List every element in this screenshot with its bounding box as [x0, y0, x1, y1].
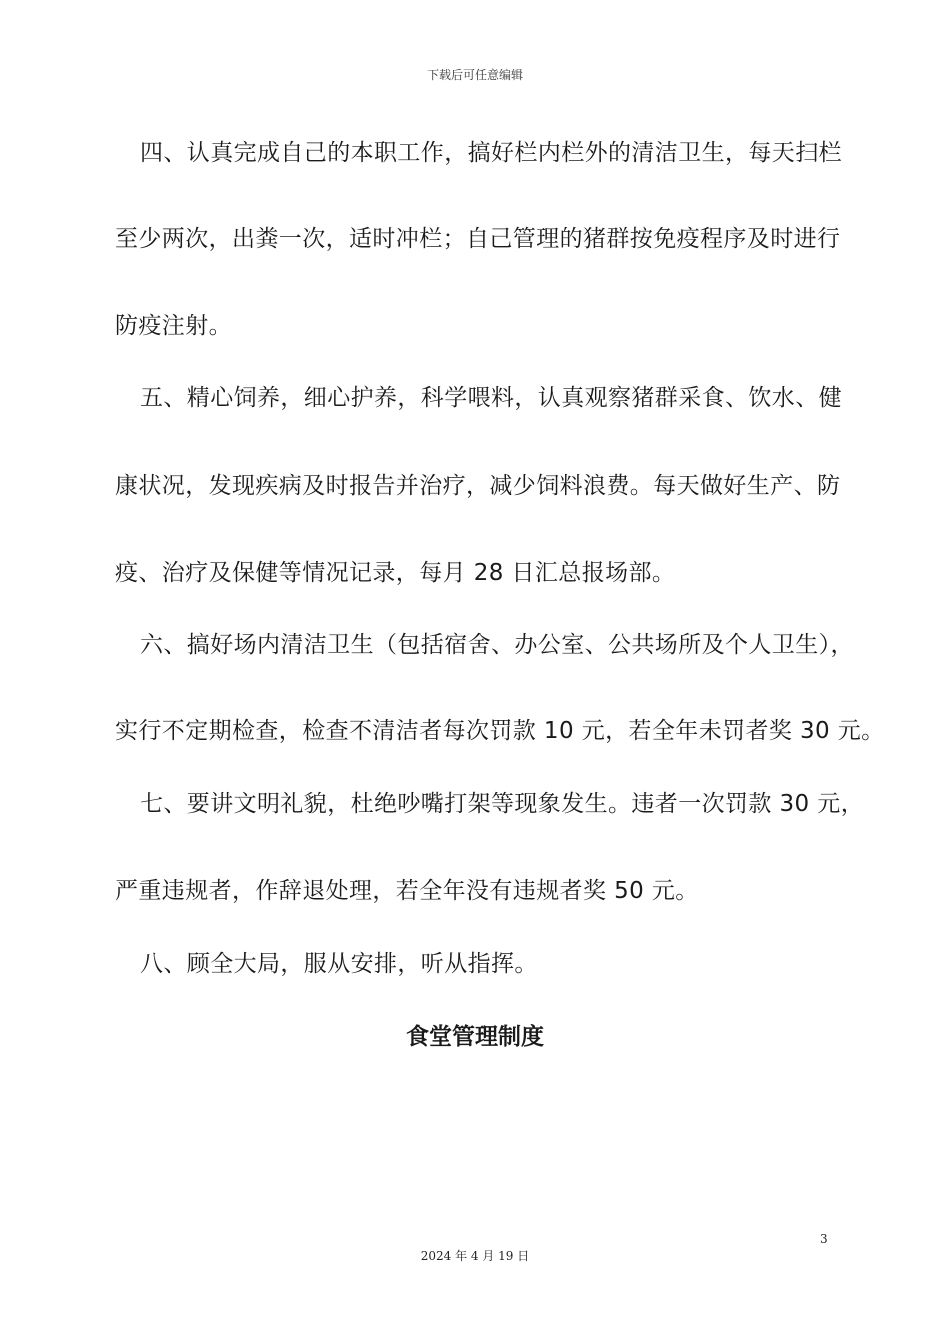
paragraph-7-line-1: 七、要讲文明礼貌，杜绝吵嘴打架等现象发生。违者一次罚款 30 元，	[140, 791, 865, 817]
page-number: 3	[820, 1232, 828, 1246]
paragraph-6-line-2: 实行不定期检查，检查不清洁者每次罚款 10 元，若全年未罚者奖 30 元。	[115, 718, 885, 744]
page-header: 下载后可任意编辑	[426, 68, 523, 82]
paragraph-6-line-1: 六、搞好场内清洁卫生（包括宿舍、办公室、公共场所及个人卫生），	[140, 632, 854, 658]
paragraph-8-line-1: 八、顾全大局，服从安排，听从指挥。	[140, 951, 538, 977]
paragraph-7-line-2: 严重违规者，作辞退处理，若全年没有违规者奖 50 元。	[115, 878, 699, 904]
paragraph-4-line-2: 至少两次，出粪一次，适时冲栏；自己管理的猪群按免疫程序及时进行	[115, 226, 841, 252]
paragraph-5-line-2: 康状况，发现疾病及时报告并治疗，减少饲料浪费。每天做好生产、防	[115, 473, 841, 499]
section-title: 食堂管理制度	[406, 1024, 544, 1050]
paragraph-4-line-3: 防疫注射。	[115, 313, 232, 339]
paragraph-5-line-3: 疫、治疗及保健等情况记录，每月 28 日汇总报场部。	[115, 560, 676, 586]
footer-date: 2024 年 4 月 19 日	[420, 1249, 530, 1263]
paragraph-5-line-1: 五、精心饲养，细心护养，科学喂料，认真观察猪群采食、饮水、健	[140, 385, 842, 411]
paragraph-4-line-1: 四、认真完成自己的本职工作，搞好栏内栏外的清洁卫生，每天扫栏	[140, 140, 842, 166]
